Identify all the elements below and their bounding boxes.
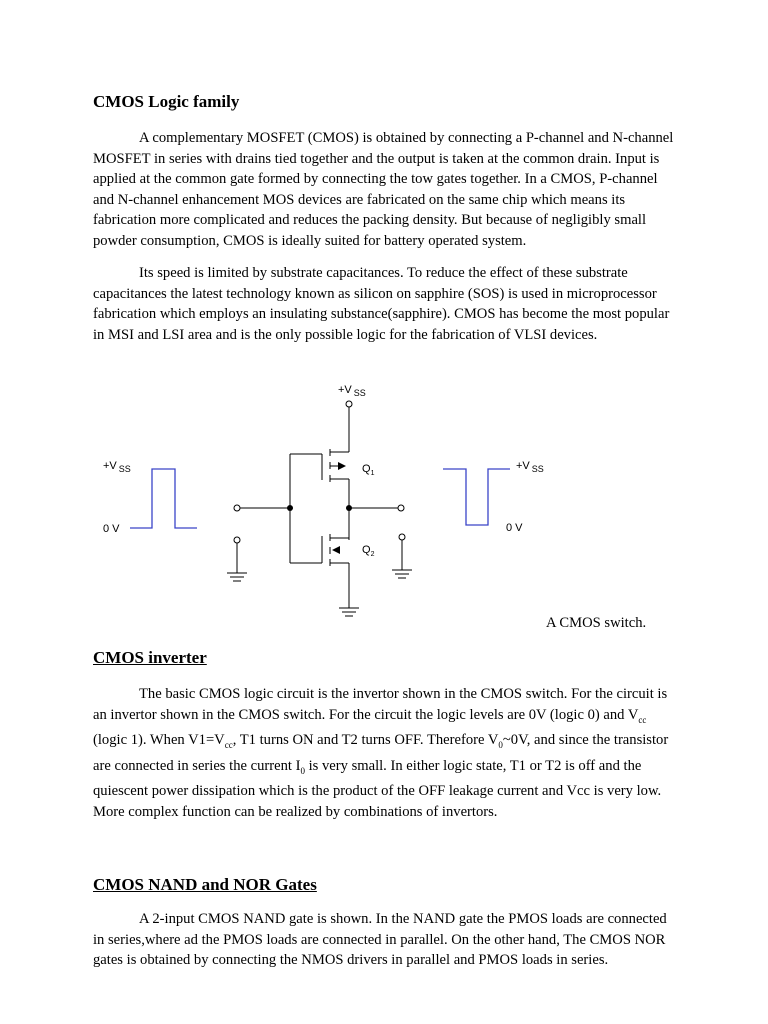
paragraph-inverter: The basic CMOS logic circuit is the invertor shown in the CMOS switch. For the circuit is an invertor shown in the CMOS switch. For the circuit the logic levels are 0V (logic 0) and $V_{cc}$ (logic 1). When $V1=V_{cc}$, T1 turns ON and T2 turns OFF. Therefore $V_0\sim 0V$, and since the transistor are connected in series the current $I_0$ is very small. In either logic state, T1 or T2 is off and the quiescent power dissipation which is the product of the OFF leakage current and Vcc is very low. More complex function can be realized by combinations of invertors.	[93, 686, 669, 820]
section-title-logic-family: CMOS Logic family	[93, 92, 240, 111]
input-low-label: 0 V	[103, 523, 120, 535]
input-ground-terminal	[234, 537, 240, 543]
output-terminal	[398, 505, 404, 511]
output-waveform	[443, 469, 510, 525]
q2-label: $Q_2$	[362, 544, 375, 558]
section-title-inverter: CMOS inverter	[93, 648, 207, 667]
paragraph-nand-nor: A 2-input CMOS NAND gate is shown. In the NAND gate the PMOS loads are connected in series,where ad the PMOS loads are connected in parallel. On the other hand, The CMOS NOR gates is obtained by connecting the NMOS drivers in parallel and PMOS loads in series.	[93, 911, 667, 969]
drain-junction-dot	[346, 505, 352, 511]
input-high-label: +V $_{SS}$	[103, 460, 131, 474]
input-terminal	[234, 505, 240, 511]
paragraph-cmos-intro: A complementary MOSFET (CMOS) is obtained by connecting a P-channel and N-channel MOSFET in series with drains tied together and the output is taken at the common drain. Input is applied at the common gate formed by connecting the tow gates together. In a CMOS, P-channel and N-channel enhancement MOS devices are fabricated on the same chip which means its fabrication more complicated and reduces the packing density. But because of negligibly small powder consumption, CMOS is ideally suited for battery operated system.	[93, 130, 674, 249]
gate-junction-dot	[287, 505, 293, 511]
q2-arrow-icon	[332, 546, 340, 554]
section-title-nand-nor: CMOS NAND and NOR Gates	[93, 875, 317, 894]
paragraph-cmos-speed: Its speed is limited by substrate capacitances. To reduce the effect of these substrate capacitances the latest technology known as silicon on sapphire (SOS) is used in microprocessor fabrication which employs an insulating substance(sapphire). CMOS has become the most popular in MSI and LSI area and is the only possible logic for the fabrication of VLSI devices.	[93, 265, 670, 343]
q1-arrow-icon	[338, 462, 346, 470]
output-ground-terminal	[399, 534, 405, 540]
cmos-switch-diagram	[0, 370, 768, 630]
input-waveform	[130, 469, 197, 528]
output-low-label: 0 V	[506, 522, 523, 534]
output-high-label: +V $_{SS}$	[516, 460, 544, 474]
figure-caption: A CMOS switch.	[546, 615, 647, 631]
vss-top-label: +V $_{SS}$	[338, 384, 366, 398]
q1-label: $Q_1$	[362, 463, 375, 477]
vss-terminal	[346, 401, 352, 407]
